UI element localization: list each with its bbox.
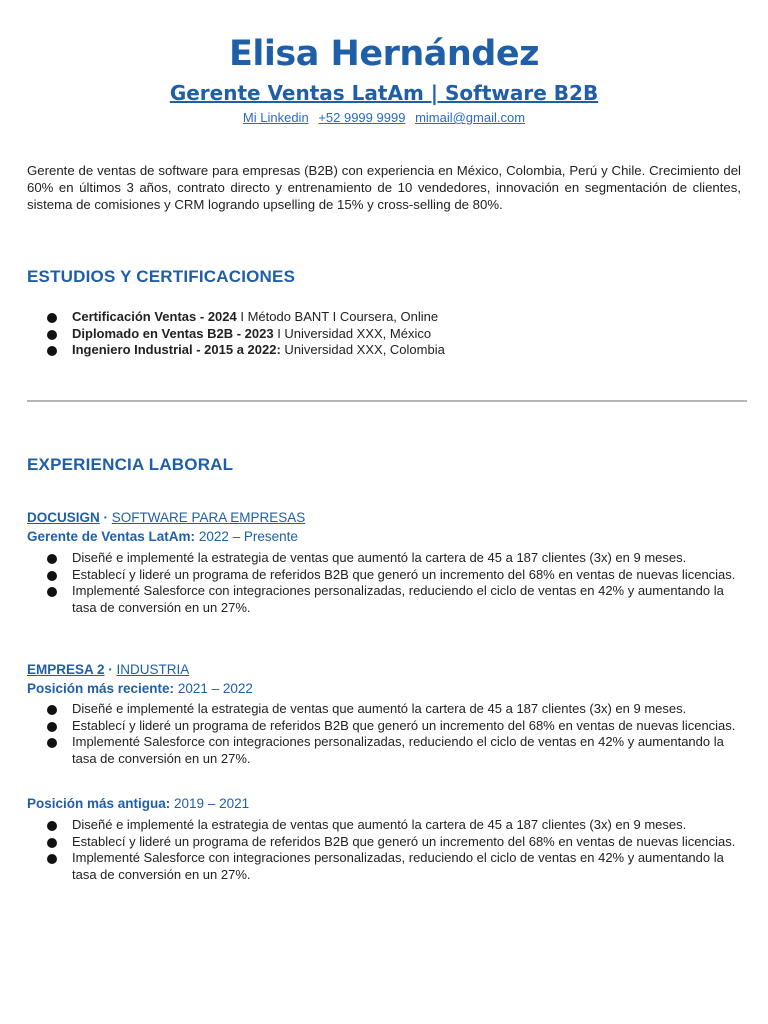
list-item (47, 342, 737, 359)
job-bullets (47, 701, 737, 767)
list-item (47, 309, 737, 326)
bullet-text: Establecí y lideré un programa de referidos B2B que generó un incremento del 68% en ventas de nuevas licencias. (72, 717, 736, 733)
bullet-text: Establecí y lideré un programa de referidos B2B que generó un incremento del 68% en ventas de nuevas licencias. (72, 566, 736, 582)
bullet-text: Implementé Salesforce con integraciones personalizadas, reduciendo el ciclo de ventas en 42% y aumentando la tasa de conversión en un 27%. (72, 583, 724, 615)
linkedin-link[interactable]: Mi Linkedin (242, 110, 309, 125)
studies-list (47, 309, 737, 359)
bullet-icon (47, 854, 57, 864)
list-item (47, 834, 737, 851)
headline (0, 81, 768, 105)
candidate-name: Elisa Hernández (229, 34, 539, 74)
role-dates: 2021 – 2022 (174, 681, 253, 696)
bullet-icon (47, 722, 57, 732)
list-item (47, 550, 737, 567)
list-item (47, 850, 737, 883)
role-title: Gerente de Ventas LatAm: (27, 529, 196, 544)
bullet-text: Implementé Salesforce con integraciones personalizadas, reduciendo el ciclo de ventas en 42% y aumentando la tasa de conversión en un 27%. (72, 850, 724, 882)
bullet-icon (47, 705, 57, 715)
bullet-text: Implementé Salesforce con integraciones personalizadas, reduciendo el ciclo de ventas en 42% y aumentando la tasa de conversión en un 27%. (72, 734, 724, 766)
role-header (27, 681, 253, 696)
bullet-text: Diseñé e implementé la estrategia de ventas que aumentó la cartera de 45 a 187 clientes (3x) en 9 meses. (72, 550, 687, 565)
bullet-icon (47, 554, 57, 564)
list-item (47, 734, 737, 767)
job-bullets (47, 550, 737, 616)
bullet-icon (47, 346, 57, 356)
company-header (27, 662, 189, 677)
company-header (27, 510, 305, 525)
bullet-icon (47, 587, 57, 597)
bullet-icon (47, 313, 57, 323)
role-header (27, 529, 298, 544)
company-name: DOCUSIGN (27, 510, 100, 525)
list-item (47, 817, 737, 834)
company-name: EMPRESA 2 (27, 662, 105, 677)
job-bullets (47, 817, 737, 883)
bullet-icon (47, 838, 57, 848)
bullet-text: Establecí y lideré un programa de referidos B2B que generó un incremento del 68% en ventas de nuevas licencias. (72, 833, 736, 849)
contact-line (0, 110, 768, 125)
list-item (47, 567, 737, 584)
company-industry: SOFTWARE PARA EMPRESAS (111, 510, 306, 525)
section-divider (27, 400, 747, 402)
study-degree: Ingeniero Industrial - 2015 a 2022: (72, 342, 281, 357)
bullet-text: Diseñé e implementé la estrategia de ventas que aumentó la cartera de 45 a 187 clientes (3x) en 9 meses. (72, 701, 687, 716)
role-dates: 2019 – 2021 (170, 796, 250, 811)
bullet-text: Diseñé e implementé la estrategia de ventas que aumentó la cartera de 45 a 187 clientes (3x) en 9 meses. (72, 817, 687, 832)
study-detail: I Universidad XXX, México (273, 325, 432, 341)
bullet-icon (47, 571, 57, 581)
bullet-icon (47, 821, 57, 831)
experience-title: EXPERIENCIA LABORAL (27, 455, 234, 474)
profile-summary: Gerente de ventas de software para empresas (B2B) con experiencia en México, Colombia, Perú y Chile. Crecimiento del 60% en últimos 3 años, contrato directo y entrenamiento de 10 vendedores, innovación en segmentación de clientes, sistema de comisiones y CRM logrando upselling de 15% y cross-selling de 80%. (27, 163, 741, 212)
role-title: Posición más reciente: (27, 681, 175, 696)
list-item (47, 326, 737, 343)
studies-title: ESTUDIOS Y CERTIFICACIONES (27, 267, 296, 286)
bullet-icon (47, 738, 57, 748)
study-degree: Certificación Ventas - 2024 (72, 309, 237, 324)
phone-link[interactable]: +52 9999 9999 (318, 110, 406, 125)
role-dates: 2022 – Presente (195, 529, 298, 544)
company-industry: INDUSTRIA (116, 662, 190, 677)
email-link[interactable]: mimail@gmail.com (415, 110, 526, 125)
list-item (47, 583, 737, 616)
bullet-icon (47, 330, 57, 340)
study-degree: Diplomado en Ventas B2B - 2023 (72, 325, 274, 341)
role-header (27, 796, 249, 811)
headline-text: Gerente Ventas LatAm | Software B2B (169, 81, 599, 105)
company-separator: · (99, 510, 112, 525)
study-detail: I Método BANT I Coursera, Online (236, 309, 439, 324)
role-title: Posición más antigua: (27, 796, 171, 811)
company-separator: · (104, 662, 117, 677)
list-item (47, 718, 737, 735)
study-detail: Universidad XXX, Colombia (280, 342, 445, 357)
list-item (47, 701, 737, 718)
